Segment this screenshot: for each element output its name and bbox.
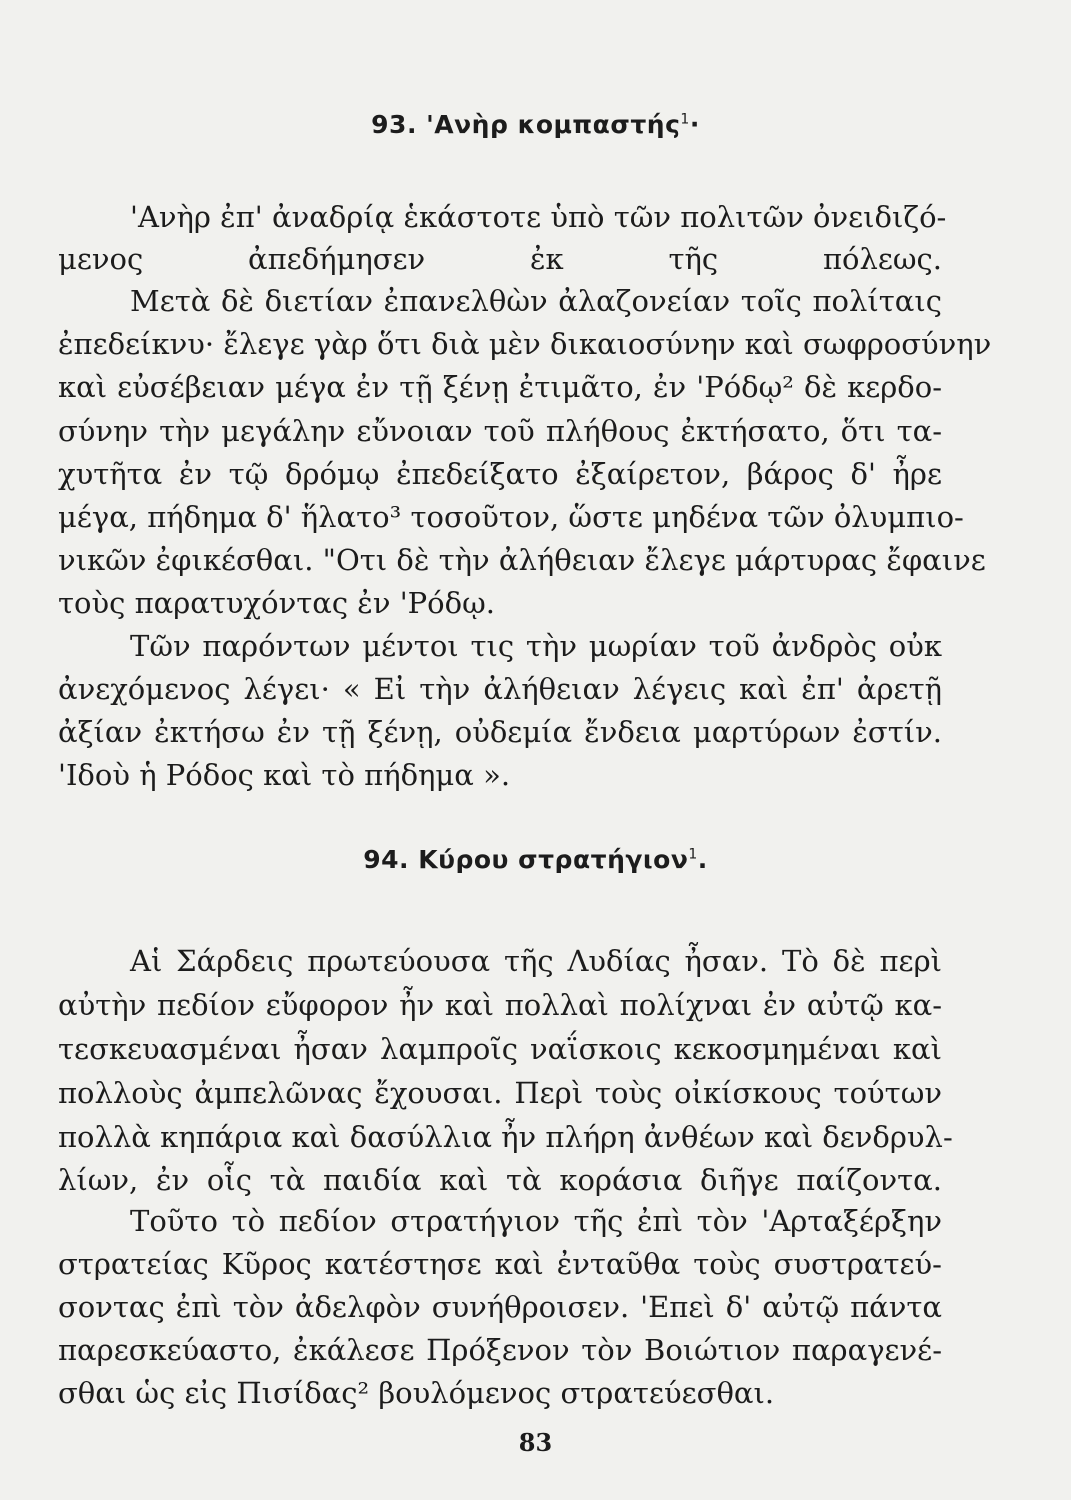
text-line: πολλοὺς ἀμπελῶνας ἔχουσαι. Περὶ τοὺς οἰκίσκους τούτων (58, 1076, 942, 1110)
text-line: καὶ εὐσέβειαν μέγα ἐν τῇ ξένῃ ἐτιμᾶτο, ἐν 'Ρόδῳ² δὲ κερδο- (58, 370, 942, 404)
section-94-heading-punct: . (697, 845, 708, 874)
text-line: ἐπεδείκνυ· ἔλεγε γὰρ ὅτι διὰ μὲν δικαιοσύνην καὶ σωφροσύνην (58, 327, 992, 361)
text-line: Αἱ Σάρδεις πρωτεύουσα τῆς Λυδίας ἦσαν. Τὸ δὲ περὶ (130, 944, 942, 978)
text-line: ἀνεχόμενος λέγει· « Εἰ τὴν ἀλήθειαν λέγεις καὶ ἐπ' ἀρετῇ (58, 672, 942, 706)
page-number: 83 (518, 1428, 553, 1457)
text-line: μέγα, πήδημα δ' ἥλατο³ τοσοῦτον, ὥστε μηδένα τῶν ὀλυμπιο- (58, 500, 964, 534)
text-line: πολλὰ κηπάρια καὶ δασύλλια ἦν πλήρη ἀνθέων καὶ δενδρυλ- (58, 1120, 953, 1154)
text-line: χυτῆτα ἐν τῷ δρόμῳ ἐπεδείξατο ἐξαίρετον, βάρος δ' ἦρε (58, 457, 942, 491)
section-93-heading-punct: · (689, 110, 700, 139)
text-line: σθαι ὡς εἰς Πισίδας² βουλόμενος στρατεύεσθαι. (58, 1376, 775, 1410)
text-line: 'Ιδοὺ ἡ Ρόδος καὶ τὸ πήδημα ». (58, 758, 511, 792)
text-line: παρεσκεύαστο, ἐκάλεσε Πρόξενον τὸν Βοιώτιον παραγενέ- (58, 1333, 942, 1367)
section-93-footnote-marker: 1 (680, 111, 690, 128)
text-line: Τῶν παρόντων μέντοι τις τὴν μωρίαν τοῦ ἀνδρὸς οὐκ (130, 629, 942, 663)
text-line: ἀξίαν ἐκτήσω ἐν τῇ ξένῃ, οὐδεμία ἔνδεια μαρτύρων ἐστίν. (58, 715, 942, 749)
text-line: Μετὰ δὲ διετίαν ἐπανελθὼν ἀλαζονείαν τοῖς πολίταις (130, 284, 942, 318)
section-94-footnote-marker: 1 (688, 846, 698, 863)
text-line: μενος ἀπεδήμησεν ἐκ τῆς πόλεως. (58, 242, 942, 276)
text-line: νικῶν ἐφικέσθαι. "Οτι δὲ τὴν ἀλήθειαν ἔλεγε μάρτυρας ἔφαινε (58, 543, 986, 577)
section-94-heading (0, 845, 1071, 874)
text-line: 'Ανὴρ ἐπ' ἀναδρίᾳ ἑκάστοτε ὑπὸ τῶν πολιτῶν ὀνειδιζό- (130, 200, 947, 234)
section-93-title: 93. 'Ανὴρ κομπαστής (371, 110, 681, 139)
text-line: τοὺς παρατυχόντας ἐν 'Ρόδῳ. (58, 586, 495, 620)
text-line: λίων, ἐν οἷς τὰ παιδία καὶ τὰ κοράσια διῆγε παίζοντα. (58, 1163, 942, 1197)
text-line: στρατείας Κῦρος κατέστησε καὶ ἐνταῦθα τοὺς συστρατεύ- (58, 1247, 942, 1281)
text-line: τεσκευασμέναι ἦσαν λαμπροῖς ναΐσκοις κεκοσμημέναι καὶ (58, 1032, 942, 1066)
text-line: σύνην τὴν μεγάλην εὔνοιαν τοῦ πλήθους ἐκτήσατο, ὅτι τα- (58, 414, 942, 448)
text-line: σοντας ἐπὶ τὸν ἀδελφὸν συνήθροισεν. 'Επεὶ δ' αὐτῷ πάντα (58, 1290, 942, 1324)
text-line: Τοῦτο τὸ πεδίον στρατήγιον τῆς ἐπὶ τὸν 'Αρταξέρξην (130, 1204, 942, 1238)
text-line: αὐτὴν πεδίον εὔφορον ἦν καὶ πολλαὶ πολίχναι ἐν αὐτῷ κα- (58, 988, 942, 1022)
section-94-title: 94. Κύρου στρατήγιον (363, 845, 689, 874)
section-93-heading (0, 110, 1071, 139)
